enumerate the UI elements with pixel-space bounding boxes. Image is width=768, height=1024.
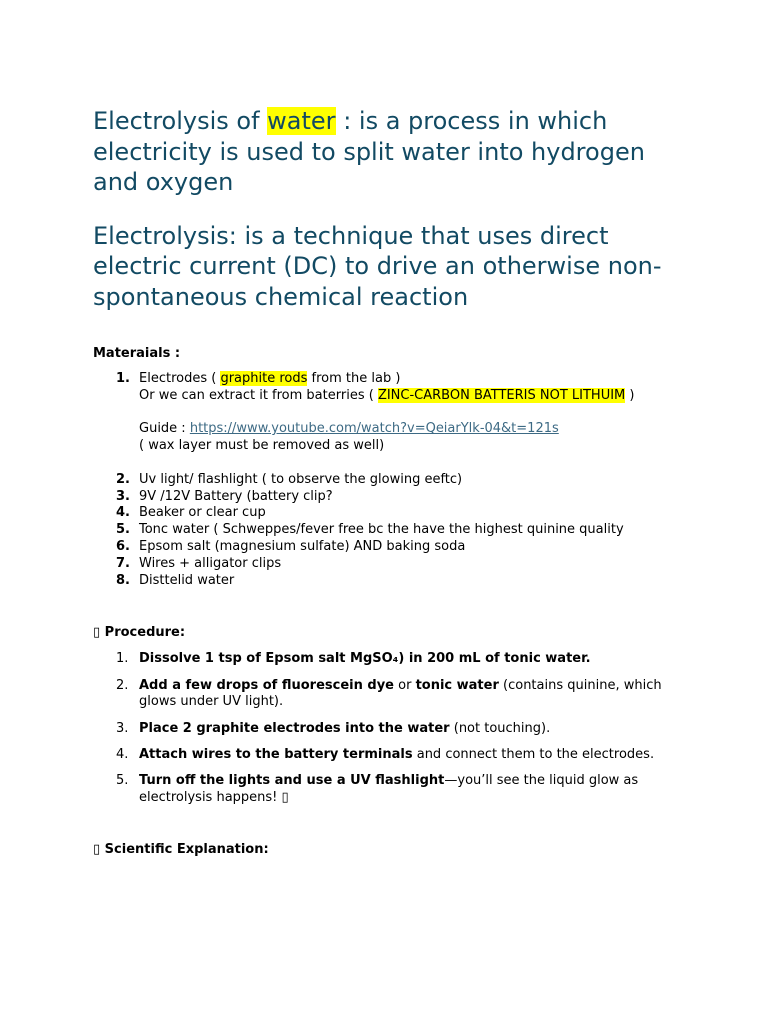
list-item: 7. Wires + alligator clips [116, 555, 282, 571]
materials-label: Materaials : [93, 346, 181, 361]
guide-link[interactable]: https://www.youtube.com/watch?v=QeiarYlk-04&t=121s [189, 421, 559, 437]
list-item: 2. Uv light/ flashlight ( to observe the glowing eeftc) [116, 471, 463, 487]
list-item: 6. Epsom salt (magnesium sulfate) AND baking soda [116, 538, 466, 554]
highlight-water: water [267, 107, 336, 135]
scientific-explanation-label: ▯ Scientific Explanation: [93, 841, 269, 857]
list-item: 4. Attach wires to the battery terminals and connect them to the electrodes. [116, 747, 655, 763]
list-item: 2. Add a few drops of fluorescein dye or tonic water (contains quinine, which glows under UV light). [116, 677, 662, 710]
list-item: 1. Dissolve 1 tsp of Epsom salt MgSO₄) in 200 mL of tonic water. [116, 651, 591, 667]
list-item: 8. Disttelid water [116, 572, 235, 588]
heading-water-electrolysis: Electrolysis of water : is a process in which electricity is used to split water into hydrogen and oxygen [93, 107, 645, 196]
procedure-list [93, 651, 693, 807]
materials-list [93, 371, 693, 589]
list-item: 4. Beaker or clear cup [116, 505, 266, 521]
heading-electrolysis-definition: Electrolysis: is a technique that uses direct electric current (DC) to drive an otherwise non-spontaneous chemical reaction [93, 221, 662, 311]
list-item: 3. 9V /12V Battery (battery clip? [116, 488, 333, 504]
wax-note: ( wax layer must be removed as well) [139, 438, 385, 454]
procedure-label: ▯ Procedure: [93, 625, 186, 641]
highlight-graphite-rods: graphite rods [220, 371, 308, 386]
list-item: 3. Place 2 graphite electrodes into the water (not touching). [116, 720, 551, 736]
highlight-zinc-carbon: ZINC-CARBON BATTERIS NOT LITHUIM [377, 387, 626, 403]
list-item: 1. Electrodes ( graphite rods from the lab ) Or we can extract it from baterries ( ZINC-CARBON BATTERIS NOT LITHUIM ) Guide : https://www.youtube.com/watch?v=QeiarYlk-04&t=121s ( wax layer must be removed as well) [116, 371, 635, 454]
document-page [93, 106, 693, 858]
guide-label: Guide : [139, 421, 190, 437]
list-item: 5. Tonc water ( Schweppes/fever free bc the have the highest quinine quality [116, 522, 624, 538]
list-item: 5. Turn off the lights and use a UV flashlight—you’ll see the liquid glow as electrolysis happens! ▯ [116, 773, 639, 806]
